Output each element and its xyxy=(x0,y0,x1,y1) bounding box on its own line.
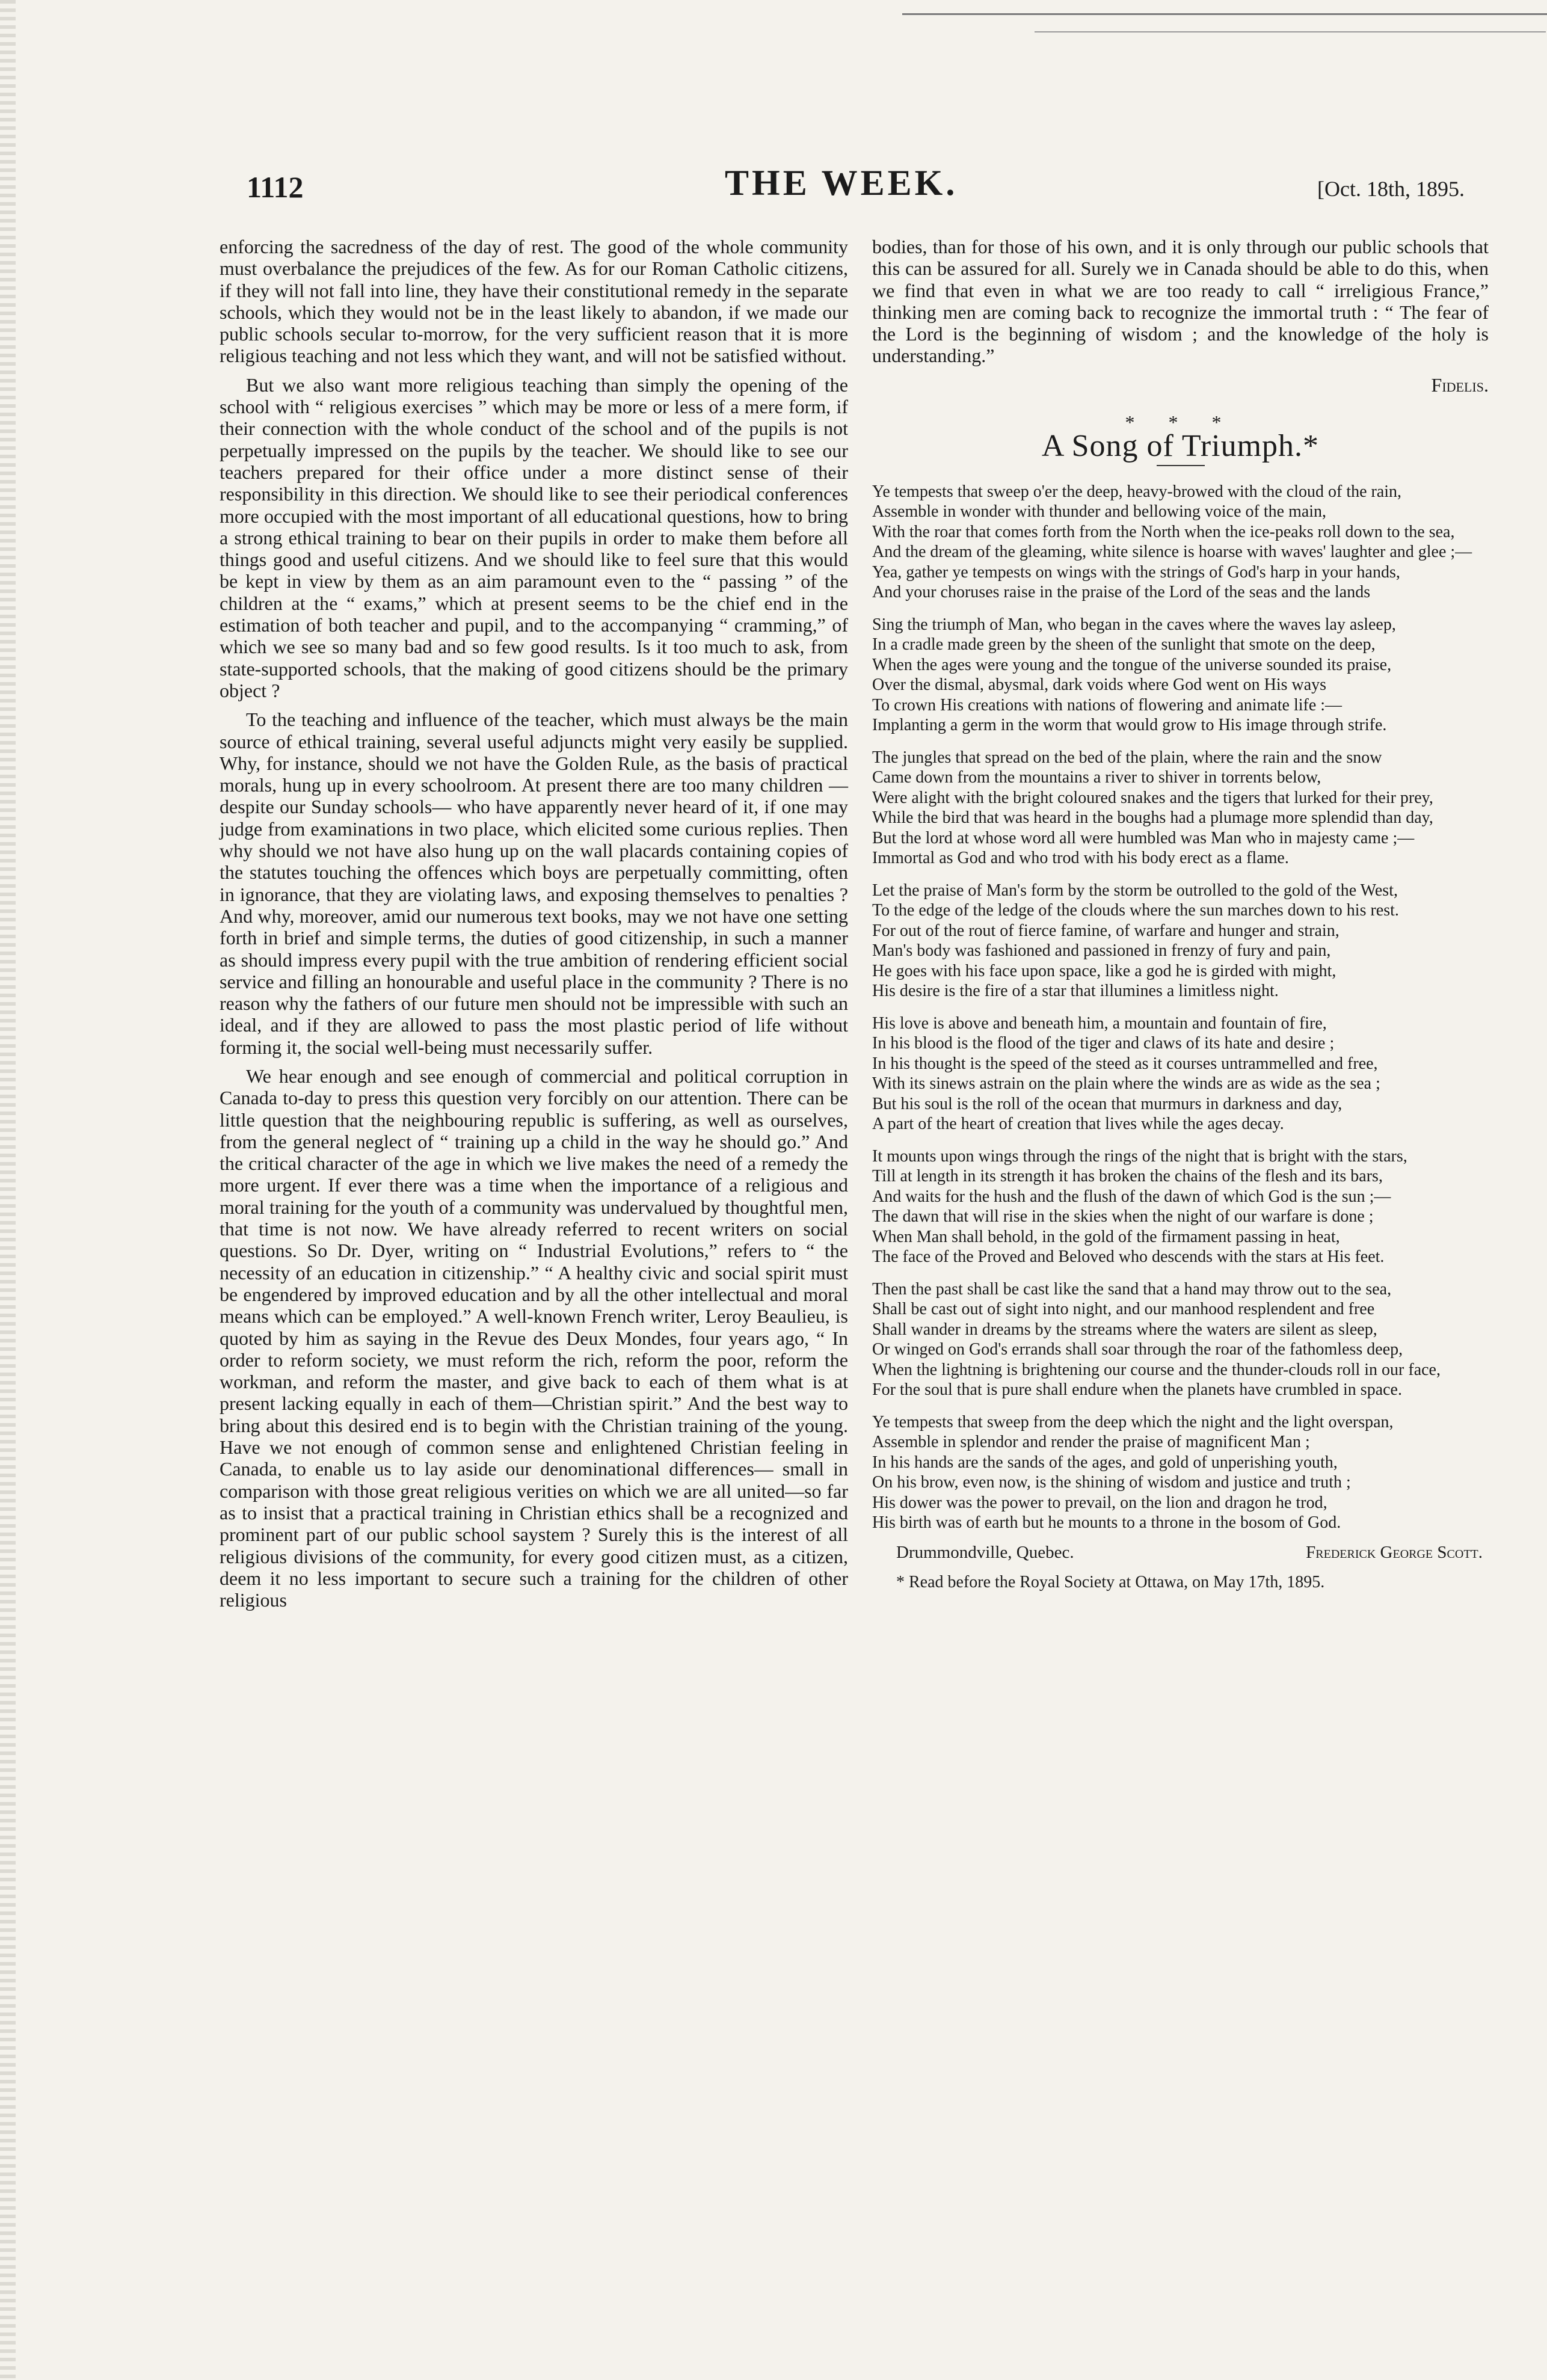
poem-line: With the roar that comes forth from the North when the ice-peaks roll down to the sea, xyxy=(872,522,1455,541)
poem-stanza xyxy=(872,482,1489,603)
author: Frederick George Scott. xyxy=(1306,1542,1483,1562)
poem-line: Implanting a germ in the worm that would grow to His image through strife. xyxy=(872,716,1387,735)
poem-line: To crown His creations with nations of flowering and animate life :— xyxy=(872,695,1342,715)
poem-line: And waits for the hush and the flush of the dawn of which God is the sun ;— xyxy=(872,1187,1391,1206)
paragraph: But we also want more religious teaching than simply the opening of the school with “ religious exercises ” which may be more or less of a mere form, if their connection with the whole conduct of the school and of the pupils is not perpetually impressed on the pupils by the teacher. We should like to see our teachers prepared for their office under a more distinct sense of their responsibility in this direction. We should like to see their periodical conferences more occupied with the most important of all educational questions, how to bring a strong ethical training to bear on their pupils in order to make them before all things good and useful citizens. And we should like to feel sure that this would be kept in view by them as an aim paramount even to the “ passing ” of the children at the “ exams,” which at present seems to be the chief end in the estimation of both teacher and pupil, and to the accompanying “ cramming,” of which we see so many bad and so few good results. Is it too much to ask, from state-supported schools, that the making of good citizens should be the primary object ? xyxy=(220,374,848,701)
page-edge-shadow xyxy=(0,0,16,2380)
stanza-gap xyxy=(872,1405,1489,1412)
poem-line: He goes with his face upon space, like a god he is girded with might, xyxy=(872,961,1336,980)
poem-line: A part of the heart of creation that lives while the ages decay. xyxy=(872,1115,1284,1134)
poem-line: When the lightning is brightening our course and the thunder-clouds roll in our face, xyxy=(872,1360,1441,1379)
poem-line: Or winged on God's errands shall soar through the roar of the fathomless deep, xyxy=(872,1340,1403,1359)
poem-line: For the soul that is pure shall endure when the planets have crumbled in space. xyxy=(872,1380,1402,1400)
paragraph-continuation: bodies, than for those of his own, and it is only through our public schools that this can be assured for all. Surely we in Canada should be able to do this, when we find that even in what we are too ready to call “ irreligious France,” thinking men are coming back to recognize the immortal truth : “ The fear of the Lord is the beginning of wisdom ; and the knowledge of the holy is understanding.” xyxy=(872,236,1489,367)
poem-line: His dower was the power to prevail, on the lion and dragon he trod, xyxy=(872,1493,1327,1512)
poem-line: But his soul is the roll of the ocean that murmurs in darkness and day, xyxy=(872,1094,1342,1113)
stanza-gap xyxy=(872,1139,1489,1146)
issue-date: [Oct. 18th, 1895. xyxy=(1317,177,1465,201)
poem-line: Man's body was fashioned and passioned in frenzy of fury and pain, xyxy=(872,941,1331,961)
title-rule xyxy=(1157,465,1205,466)
poem-line: Ye tempests that sweep o'er the deep, heavy-browed with the cloud of the rain, xyxy=(872,482,1402,501)
poem-line: But the lord at whose word all were humbled was Man who in majesty came ;— xyxy=(872,828,1415,847)
stanza-gap xyxy=(872,740,1489,748)
paragraph: We hear enough and see enough of commercial and political corruption in Canada to-day to press this question very forcibly on our attention. There can be little question that the neighbouring republic is suffering, as well as ourselves, from the general neglect of “ training up a child in the way he should go.” And the critical character of the age in which we live makes the need of a remedy the more urgent. If ever there was a time when the importance of a religious and moral training for the youth of a community was undervalued by thoughtful men, that time is not now. We have already referred to recent writers on social questions. So Dr. Dyer, writing on “ Industrial Evolutions,” refers to “ the necessity of an education in citizenship.” “ A healthy civic and social spirit must be engendered by improved education and by all the other intellectual and moral means which can be employed.” A well-known French writer, Leroy Beaulieu, is quoted by him as saying in the Revue des Deux Mondes, four years ago, “ In order to reform society, we must reform the rich, reform the poor, reform the workman, and reform the master, and give back to each of them what is at present lacking equally in each of them—Christian spirit.” And the best way to bring about this desired end is to begin with the Christian training of the young. Have we not enough of common sense and enlightened Christian feeling in Canada, to enable us to lay aside our denominational differences— small in comparison with those great religious verities on which we are all united—so far as to insist that a practical training in Christian ethics shall be a recognized and prominent part of our public school saystem ? Surely this is the interest of all religious divisions of the community, for every good citizen must, as a citizen, deem it no less important to secure such a training for the children of other religious xyxy=(220,1065,848,1611)
paragraph: enforcing the sacredness of the day of rest. The good of the whole community must overbalance the prejudices of the few. As for our Roman Catholic citizens, if they will not fall into line, they have their constitutional remedy in the separate schools, which they would not be in the least likely to abandon, if we made our public schools secular to-morrow, for the very sufficient reason that it is more religious teaching and not less which they want, and will not be satisfied without. xyxy=(220,236,848,367)
poem-line: The dawn that will rise in the skies when the night of our warfare is done ; xyxy=(872,1207,1374,1226)
poem-stanza xyxy=(872,1412,1489,1533)
poem-body xyxy=(872,482,1489,1533)
poem-line: With its sinews astrain on the plain where the winds are as wide as the sea ; xyxy=(872,1074,1380,1093)
signature: Fidelis. xyxy=(1431,374,1489,396)
poem-stanza xyxy=(872,1146,1489,1267)
top-rule-secondary xyxy=(1035,31,1546,32)
poem-stanza xyxy=(872,1013,1489,1134)
poem-stanza xyxy=(872,1279,1489,1400)
poem-line: Immortal as God and who trod with his body erect as a flame. xyxy=(872,849,1289,868)
poem-stanza xyxy=(872,881,1489,1001)
stanza-gap xyxy=(872,1272,1489,1279)
poem-line: Till at length in its strength it has broken the chains of the flesh and its bars, xyxy=(872,1167,1383,1186)
poem-line: The jungles that spread on the bed of the plain, where the rain and the snow xyxy=(872,748,1382,767)
poem-line: Ye tempests that sweep from the deep which the night and the light overspan, xyxy=(872,1412,1394,1431)
poem-line: Shall be cast out of sight into night, and our manhood resplendent and free xyxy=(872,1300,1375,1319)
poem-line: While the bird that was heard in the boughs had a plumage more splendid than day, xyxy=(872,808,1433,828)
poem-line: Shall wander in dreams by the streams where the waters are silent as sleep, xyxy=(872,1320,1377,1339)
stanza-gap xyxy=(872,1006,1489,1013)
poem-line: It mounts upon wings through the rings of the night that is bright with the stars, xyxy=(872,1146,1407,1166)
poem-line: Came down from the mountains a river to shiver in torrents below, xyxy=(872,768,1321,787)
poem-line: To the edge of the ledge of the clouds where the sun marches down to his rest. xyxy=(872,901,1399,920)
poem-line: The face of the Proved and Beloved who descends with the stars at His feet. xyxy=(872,1247,1385,1267)
attribution-line xyxy=(872,1542,1489,1563)
place: Drummondville, Quebec. xyxy=(896,1542,1074,1562)
stanza-gap xyxy=(872,607,1489,615)
poem-line: Over the dismal, abysmal, dark voids where God went on His ways xyxy=(872,675,1327,695)
poem-line: When Man shall behold, in the gold of the firmament passing in heat, xyxy=(872,1227,1340,1246)
paragraph: To the teaching and influence of the teacher, which must always be the main source of ethical training, several useful adjuncts might very easily be supplied. Why, for instance, should we not have the Golden Rule, as the basis of practical morals, hung up in every schoolroom. At present there are too many children —despite our Sunday schools— who have apparently never heard of it, if one may judge from examinations in two place, which elicited some curious replies. Then why should we not have also hung up on the wall placards containing copies of the statutes touching the offences which boys are perpetually committing, often in ignorance, that they are violating laws, and exposing themselves to penalties ? And why, moreover, amid our numerous text books, may we not have one setting forth in brief and simple terms, the duties of good citizenship, in such a manner as should impress every pupil with the true ambition of rendering efficient social service and filling an honourable and useful place in the community ? There is no reason why the fathers of our future men should not be impressible with such an ideal, and if they are allowed to pass the most plastic period of life without forming it, the social well-being must necessarily suffer. xyxy=(220,709,848,1058)
section-separator: * * * xyxy=(1125,411,1236,434)
top-rule xyxy=(902,13,1547,15)
publication-title: THE WEEK. xyxy=(725,163,958,203)
poem-line: His desire is the fire of a star that illumines a limitless night. xyxy=(872,982,1279,1001)
poem-line: Were alight with the bright coloured snakes and the tigers that lurked for their prey, xyxy=(872,788,1433,807)
poem-line: In his thought is the speed of the steed as it courses untrammelled and free, xyxy=(872,1054,1378,1073)
right-column xyxy=(872,236,1489,1593)
stanza-gap xyxy=(872,873,1489,881)
poem-line: On his brow, even now, is the shining of wisdom and justice and truth ; xyxy=(872,1473,1351,1492)
footnote: * Read before the Royal Society at Ottawa, on May 17th, 1895. xyxy=(896,1572,1325,1591)
poem-line: In his hands are the sands of the ages, and gold of unperishing youth, xyxy=(872,1453,1338,1472)
poem-line: When the ages were young and the tongue of the universe sounded its praise, xyxy=(872,655,1392,674)
poem-line: Then the past shall be cast like the sand that a hand may throw out to the sea, xyxy=(872,1279,1392,1299)
poem-line: Yea, gather ye tempests on wings with the strings of God's harp in your hands, xyxy=(872,562,1400,582)
poem-line: And your choruses raise in the praise of the Lord of the seas and the lands xyxy=(872,583,1371,602)
poem-title: A Song of Triumph.* xyxy=(1041,429,1320,464)
poem-line: Let the praise of Man's form by the storm be outrolled to the gold of the West, xyxy=(872,881,1398,900)
poem-line: Assemble in wonder with thunder and bellowing voice of the main, xyxy=(872,502,1327,521)
poem-line: Assemble in splendor and render the praise of magnificent Man ; xyxy=(872,1433,1310,1452)
poem-line: In a cradle made green by the sheen of the sunlight that smote on the deep, xyxy=(872,635,1376,654)
left-column xyxy=(220,236,848,1618)
page-number: 1112 xyxy=(247,170,304,204)
poem-stanza xyxy=(872,615,1489,736)
poem-line: His love is above and beneath him, a mountain and fountain of fire, xyxy=(872,1013,1327,1033)
poem-line: For out of the rout of fierce famine, of warfare and hunger and strain, xyxy=(872,921,1339,940)
poem-line: In his blood is the flood of the tiger and claws of its hate and desire ; xyxy=(872,1034,1335,1053)
poem-stanza xyxy=(872,748,1489,869)
poem-line: His birth was of earth but he mounts to a throne in the bosom of God. xyxy=(872,1513,1341,1533)
poem-line: Sing the triumph of Man, who began in the caves where the waves lay asleep, xyxy=(872,615,1396,634)
poem-line: And the dream of the gleaming, white silence is hoarse with waves' laughter and glee ;— xyxy=(872,543,1472,562)
